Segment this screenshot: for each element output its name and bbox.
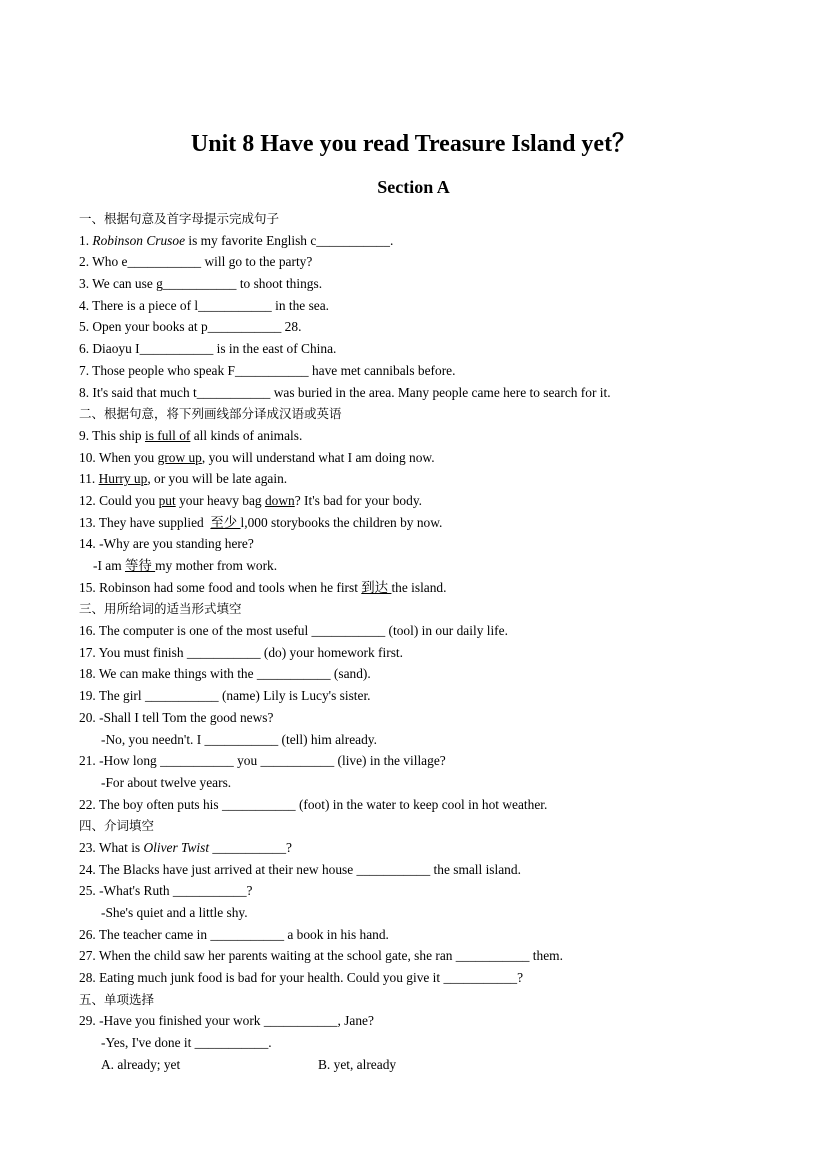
question-12 [79, 490, 787, 512]
q12-text-m: your heavy bag [175, 492, 265, 508]
question-14b [79, 555, 787, 577]
q15-text-a: 15. Robinson had some food and tools when he first [79, 579, 362, 595]
question-9 [79, 425, 787, 447]
q10-text-b: , you will understand what I am doing now. [201, 449, 435, 465]
q12-underlined-1: put [158, 492, 176, 508]
q11-text-b: , or you will be late again. [147, 471, 288, 487]
q14b-text-a: -I am [93, 558, 125, 573]
question-25b: -She's quiet and a little shy. [101, 905, 248, 920]
q9-text-a: 9. This ship [79, 427, 145, 443]
question-13 [79, 512, 787, 534]
question-7: 7. Those people who speak F___________ have met cannibals before. [79, 362, 456, 378]
q9-underlined: is full of [144, 427, 191, 443]
question-26: 26. The teacher came in ___________ a book in his hand. [79, 926, 389, 942]
question-11 [79, 468, 787, 490]
q23-book-title: Oliver Twist [143, 839, 210, 855]
q14b-text-b: my mother from work. [155, 558, 278, 573]
q15-underlined: 到达 [361, 579, 392, 595]
question-24: 24. The Blacks have just arrived at their new house ___________ the small island. [79, 861, 521, 877]
question-29a: 29. -Have you finished your work ___________, Jane? [79, 1013, 374, 1029]
part2-heading: 二、根据句意，将下列画线部分译成汉语或英语 [79, 406, 342, 422]
question-1 [79, 230, 787, 252]
question-20b: -No, you needn't. I ___________ (tell) him already. [101, 731, 377, 747]
option-b: B. yet, already [318, 1056, 397, 1072]
question-27: 27. When the child saw her parents waiting at the school gate, she ran ___________ them. [79, 948, 563, 964]
q15-text-b: the island. [391, 579, 447, 595]
question-2: 2. Who e___________ will go to the party? [79, 254, 313, 270]
question-10 [79, 447, 787, 469]
question-15 [79, 577, 787, 599]
question-17: 17. You must finish ___________ (do) your homework first. [79, 644, 403, 660]
question-4: 4. There is a piece of l___________ in the sea. [79, 297, 330, 313]
q9-text-b: all kinds of animals. [190, 427, 303, 443]
question-18: 18. We can make things with the ___________ (sand). [79, 666, 371, 682]
option-a: A. already; yet [101, 1056, 181, 1072]
question-23 [79, 837, 787, 859]
question-14a: 14. -Why are you standing here? [79, 536, 254, 552]
q11-text-a: 11. [79, 471, 99, 487]
q23-text-a: 23. What is [79, 839, 144, 855]
question-16: 16. The computer is one of the most useful ___________ (tool) in our daily life. [79, 623, 508, 639]
question-21b: -For about twelve years. [101, 774, 232, 790]
q13-text-a: 13. They have supplied [79, 514, 211, 530]
question-29-options [79, 1054, 787, 1076]
q10-text-a: 10. When you [79, 449, 158, 465]
page-title: Unit 8 Have you read Treasure Island yet？ [190, 131, 637, 157]
question-20a: 20. -Shall I tell Tom the good news? [79, 709, 274, 725]
q12-text-b: ? It's bad for your body. [294, 492, 422, 508]
part5-heading: 五、单项选择 [79, 991, 155, 1007]
q13-text-b: l,000 storybooks the children by now. [240, 514, 443, 530]
question-25a: 25. -What's Ruth ___________? [79, 883, 253, 899]
worksheet-content [79, 208, 787, 1076]
question-6: 6. Diaoyu I___________ is in the east of China. [79, 341, 337, 357]
part4-heading: 四、介词填空 [79, 818, 155, 834]
part1-heading: 一、根据句意及首字母提示完成句子 [79, 211, 280, 226]
q10-underlined: grow up [157, 449, 202, 465]
part3-heading: 三、用所给词的适当形式填空 [79, 601, 242, 617]
q12-text-a: 12. Could you [79, 492, 159, 508]
q1-book-title: Robinson Crusoe [92, 232, 186, 248]
question-3: 3. We can use g___________ to shoot things. [79, 276, 323, 292]
q12-underlined-2: down [264, 492, 295, 508]
question-8: 8. It's said that much t___________ was buried in the area. Many people came here to search for it. [79, 384, 611, 400]
question-19: 19. The girl ___________ (name) Lily is Lucy's sister. [79, 688, 371, 704]
question-5: 5. Open your books at p___________ 28. [79, 319, 302, 335]
section-title: Section A [377, 177, 450, 197]
q13-underlined: 至少 [210, 514, 241, 530]
q1-number: 1. [79, 232, 93, 248]
question-28: 28. Eating much junk food is bad for your health. Could you give it ___________? [79, 970, 524, 986]
question-22: 22. The boy often puts his ___________ (foot) in the water to keep cool in hot weather. [79, 796, 548, 812]
q14b-underlined: 等待 [124, 558, 156, 573]
question-29b: -Yes, I've done it ___________. [101, 1035, 272, 1051]
q1-rest: is my favorite English c___________. [185, 232, 394, 248]
question-21a: 21. -How long ___________ you ___________ (live) in the village? [79, 753, 446, 769]
q11-underlined: Hurry up [98, 471, 148, 487]
q23-text-b: ___________? [209, 839, 293, 855]
